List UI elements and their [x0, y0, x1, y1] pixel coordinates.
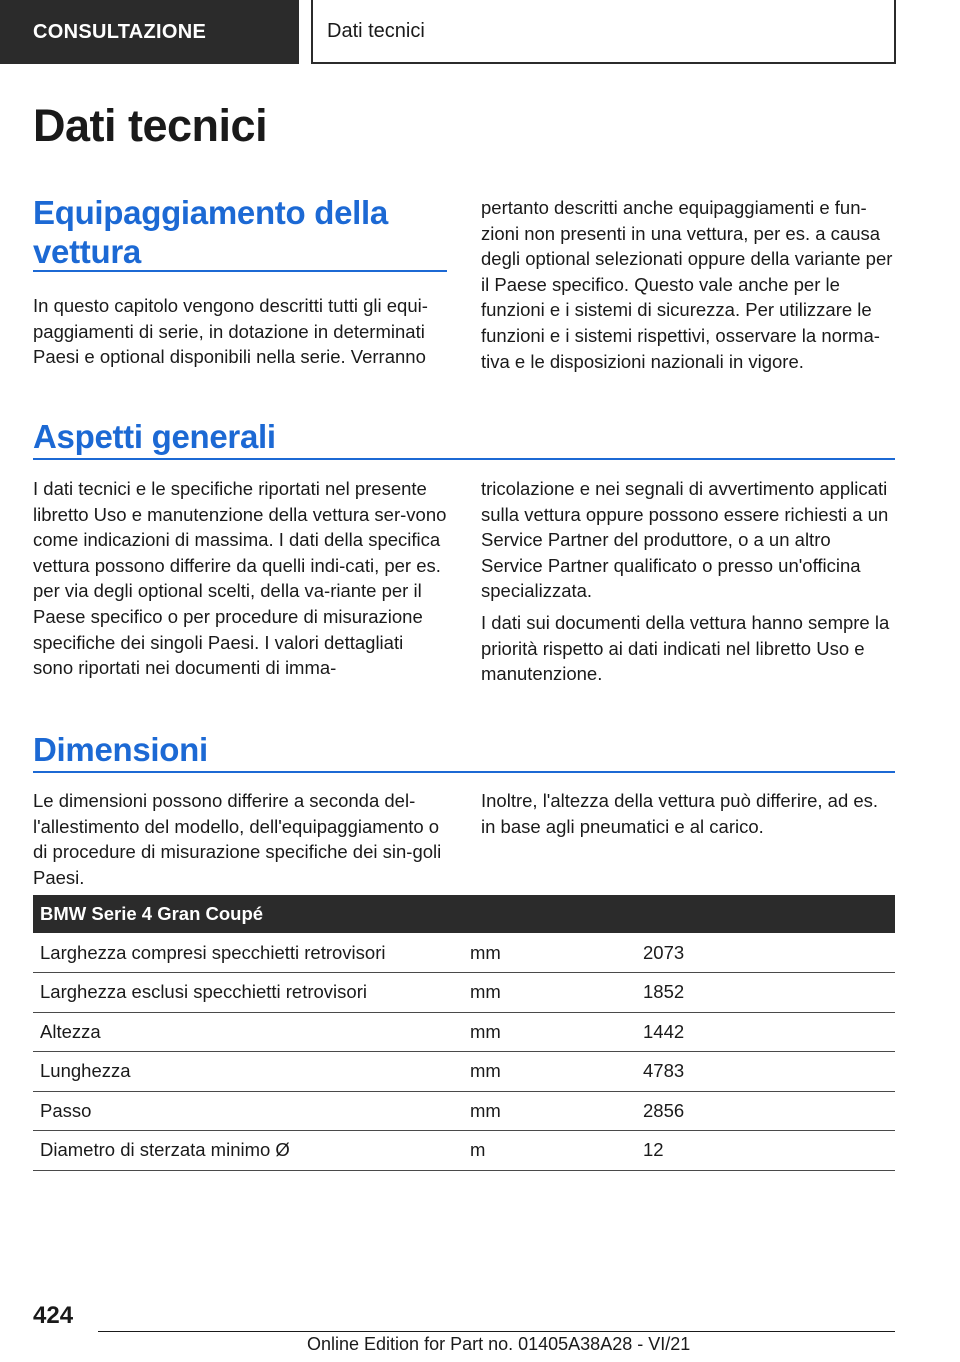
footer-divider [98, 1331, 895, 1332]
equipment-left-text: In questo capitolo vengono descritti tutti gli equi-paggiamenti di serie, in dotazione in determinati Paesi e optional disponibili nella serie. Verranno [33, 295, 428, 368]
edition-text: Online Edition for Part no. 01405A38A28 - VI/21 [307, 1334, 691, 1354]
table-title: BMW Serie 4 Gran Coupé [33, 895, 895, 933]
general-right-text [481, 476, 897, 687]
section-divider [33, 458, 895, 460]
row-label: Larghezza esclusi specchietti retrovisori [33, 973, 463, 1013]
row-unit: mm [463, 933, 636, 973]
breadcrumb[interactable]: Dati tecnici [311, 0, 896, 64]
row-label: Lunghezza [33, 1052, 463, 1092]
row-label: Larghezza compresi specchietti retrovisori [33, 933, 463, 973]
row-unit: mm [463, 973, 636, 1013]
general-left-text: I dati tecnici e le specifiche riportati nel presente libretto Uso e manutenzione della vettura ser-vono come indicazioni di massima. I dati della specifica vettura possono differire da quelli indi-cati, per es. per via degli optional scelti, della va-riante per il Paese specifico o per procedure di misurazione specifiche dei singoli Paesi. I valori dettagliati sono riportati nei documenti di imma- [33, 478, 447, 679]
section-heading-line: vettura [33, 233, 141, 270]
section-divider [33, 270, 447, 272]
row-label: Passo [33, 1091, 463, 1131]
row-value: 2856 [636, 1091, 895, 1131]
page-number: 424 [33, 1302, 74, 1329]
section-heading-equipment [33, 193, 388, 271]
page-header [0, 0, 960, 66]
row-unit: mm [463, 1012, 636, 1052]
row-value: 4783 [636, 1052, 895, 1092]
table-row [33, 1012, 895, 1052]
dimensions-left-text: Le dimensioni possono differire a seconda del-l'allestimento del modello, dell'equipaggiamento o di procedure di misurazione specifiche dei sin-goli Paesi. [33, 790, 442, 888]
section-heading-general: Aspetti generali [33, 418, 276, 455]
row-label: Diametro di sterzata minimo Ø [33, 1131, 463, 1171]
table-row [33, 933, 895, 973]
row-value: 1852 [636, 973, 895, 1013]
page-title: Dati tecnici [33, 100, 268, 151]
section-divider [33, 771, 895, 773]
table-header-row [33, 895, 895, 933]
section-heading-dimensions: Dimensioni [33, 731, 208, 768]
dimensions-table [33, 895, 895, 1171]
dimensions-right-text: Inoltre, l'altezza della vettura può differire, ad es. in base agli pneumatici e al carico. [481, 790, 879, 837]
row-unit: mm [463, 1091, 636, 1131]
row-value: 12 [636, 1131, 895, 1171]
row-unit: m [463, 1131, 636, 1171]
row-value: 2073 [636, 933, 895, 973]
table-row [33, 1052, 895, 1092]
paragraph: I dati sui documenti della vettura hanno sempre la priorità rispetto ai dati indicati nel libretto Uso e manutenzione. [481, 611, 890, 685]
row-value: 1442 [636, 1012, 895, 1052]
table-row [33, 1091, 895, 1131]
equipment-right-text: pertanto descritti anche equipaggiamenti e fun-zioni non presenti in una vettura, per es. a causa degli optional selezionati oppure della variante per il Paese specifico. Questo vale anche per le funzioni e i sistemi di sicurezza. Per utilizzare le funzioni e i sistemi rispettivi, osservare la norma-tiva e le disposizioni nazionali in vigore. [481, 197, 893, 372]
table-row [33, 1131, 895, 1171]
paragraph: tricolazione e nei segnali di avvertimento applicati sulla vettura oppure possono essere richiesti a un Service Partner del produttore, o a un altro Service Partner qualificato o presso un'officina specializzata. [481, 478, 889, 602]
row-unit: mm [463, 1052, 636, 1092]
row-label: Altezza [33, 1012, 463, 1052]
section-tab[interactable]: CONSULTAZIONE [0, 0, 299, 64]
section-heading-line: Equipaggiamento della [33, 194, 388, 231]
table-row [33, 973, 895, 1013]
